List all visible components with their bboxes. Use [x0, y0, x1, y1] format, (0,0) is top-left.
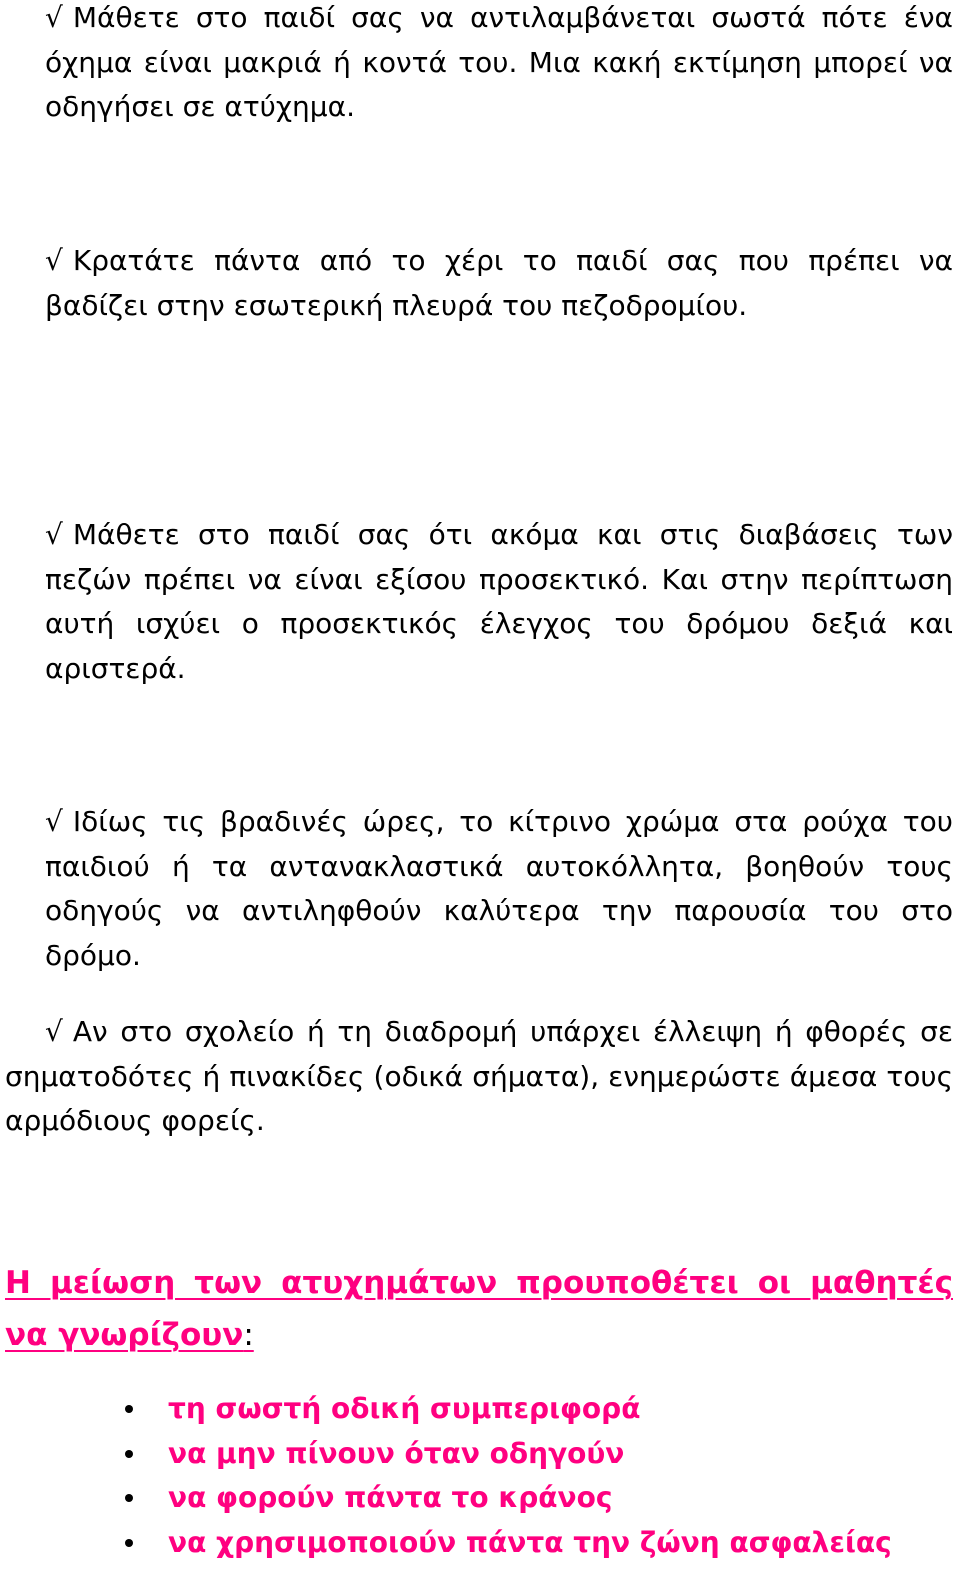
section-heading — [5, 1257, 953, 1361]
paragraph-hold-hand — [45, 239, 953, 328]
paragraph-report-signs — [5, 1010, 953, 1144]
list-item — [125, 1521, 892, 1566]
paragraph-crossings — [45, 513, 953, 691]
paragraph-text: Κρατάτε πάντα από το χέρι το παιδί σας που πρέπει να βαδίζει στην εσωτερική πλευρά του πεζοδρομίου. — [45, 244, 953, 322]
list-item-text: να φορούν πάντα το κράνος — [168, 1481, 613, 1514]
heading-text: Η μείωση των ατυχημάτων προυποθέτει οι μαθητές να γνωρίζουν — [5, 1265, 953, 1353]
list-item-text: να μην πίνουν όταν οδηγούν — [168, 1436, 625, 1470]
bullet-dot-icon — [125, 1405, 133, 1413]
paragraph-text: Μάθετε στο παιδί σας ότι ακόμα και στις διαβάσεις των πεζών πρέπει να είναι εξίσου προσεκτικό. Και στην περίπτωση αυτή ισχύει ο προσεκτικός έλεγχος του δρόμου δεξιά και αριστερά. — [45, 518, 953, 685]
check-mark-icon: √ — [45, 1015, 63, 1048]
list-item — [125, 1432, 892, 1477]
bullet-dot-icon — [125, 1494, 133, 1502]
list-item — [125, 1476, 892, 1521]
list-item — [125, 1387, 892, 1432]
check-mark-icon: √ — [45, 1, 63, 34]
paragraph-text: Ιδίως τις βραδινές ώρες, το κίτρινο χρώμα στα ρούχα του παιδιού ή τα αντανακλαστικά αυτοκόλλητα, βοηθούν τους οδηγούς να αντιληφθούν καλύτερα την παρουσία του στο δρόμο. — [45, 805, 953, 972]
check-mark-icon: √ — [45, 244, 63, 277]
paragraph-text: Αν στο σχολείο ή τη διαδρομή υπάρχει έλλειψη ή φθορές σε σηματοδότες ή πινακίδες (οδικά σήματα), ενημερώστε άμεσα τους αρμόδιους φορείς. — [5, 1015, 953, 1137]
bullet-dot-icon — [125, 1539, 133, 1547]
paragraph-visibility — [45, 800, 953, 978]
bullet-dot-icon — [125, 1450, 133, 1458]
list-item-text: να χρησιμοποιούν πάντα την ζώνη ασφαλείας — [168, 1525, 892, 1559]
paragraph-text: Μάθετε στο παιδί σας να αντιλαμβάνεται σωστά πότε ένα όχημα είναι μακριά ή κοντά του. Μια κακή εκτίμηση μπορεί να οδηγήσει σε ατύχημα. — [45, 1, 953, 123]
bullet-list — [125, 1387, 892, 1565]
paragraph-vehicle-distance — [45, 0, 953, 130]
check-mark-icon: √ — [45, 518, 63, 551]
list-item-text: τη σωστή οδική συμπεριφορά — [168, 1392, 641, 1425]
heading-colon: : — [243, 1317, 254, 1353]
check-mark-icon: √ — [45, 805, 63, 838]
